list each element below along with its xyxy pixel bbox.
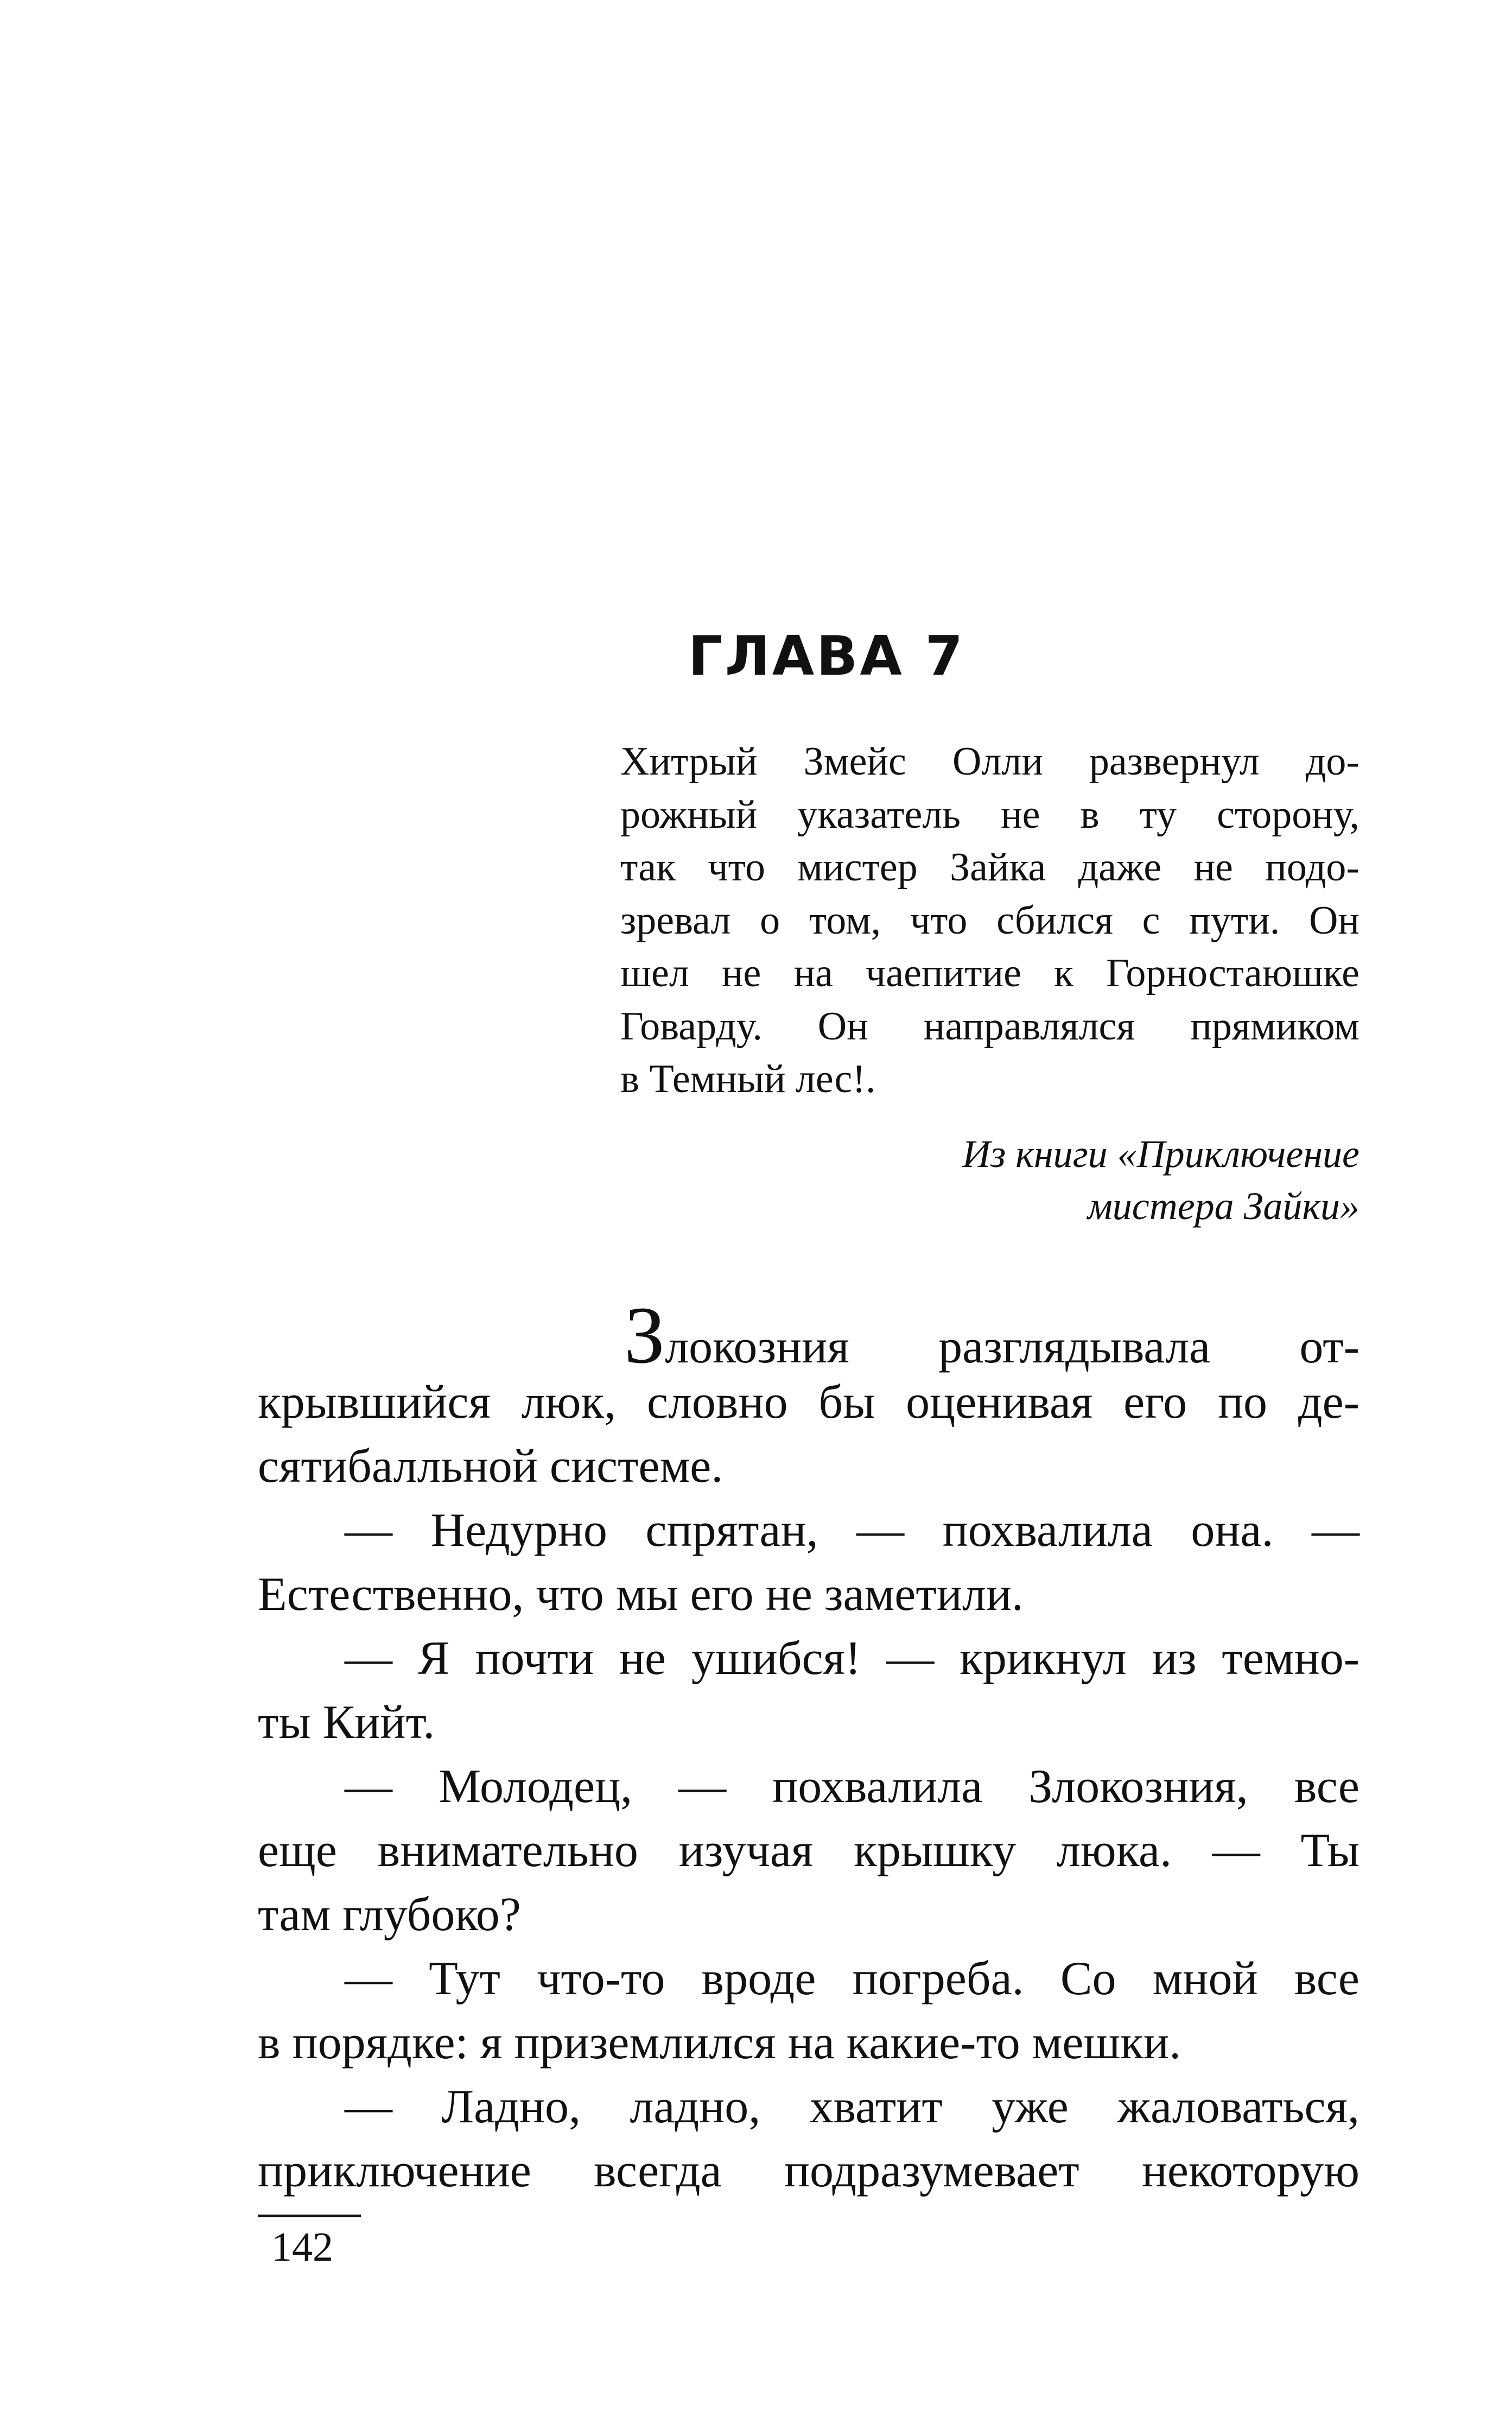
- body-line: ты Кийт.: [258, 1696, 435, 1749]
- body-line: — Я почти не ушибся! — крикнул из темно-: [345, 1632, 1359, 1685]
- epigraph: [620, 735, 1359, 1232]
- epigraph-line: Говарду. Он направлялся прямиком: [620, 1004, 1359, 1049]
- body-first-line-text: локозния разглядывала от-: [665, 1321, 1359, 1373]
- body-first-line: [258, 1290, 1359, 1380]
- epigraph-line: зревал о том, что сбился с пути. Он: [620, 898, 1359, 943]
- body-line: еще внимательно изучая крышку люка. — Ты: [258, 1824, 1359, 1877]
- epigraph-line: Хитрый Змейс Олли развернул до-: [620, 739, 1359, 784]
- body-line: сятибалльной системе.: [258, 1440, 723, 1493]
- body-line: — Ладно, ладно, хватит уже жаловаться,: [345, 2081, 1359, 2133]
- epigraph-line: шел не на чаепитие к Горностаюшке: [620, 951, 1359, 995]
- page-number: 142: [271, 2224, 333, 2270]
- body-line: там глубоко?: [258, 1888, 521, 1941]
- body-line: — Молодец, — похвалила Злокозния, все: [345, 1760, 1359, 1813]
- body-line: крывшийся люк, словно бы оценивая его по де-: [258, 1376, 1359, 1429]
- epigraph-line: рожный указатель не в ту сторону,: [620, 792, 1359, 837]
- epigraph-line: в Темный лес!.: [620, 1057, 876, 1101]
- body-line: Естественно, что мы его не заметили.: [258, 1568, 1024, 1621]
- epigraph-source-line: мистера Зайки»: [1087, 1184, 1359, 1228]
- epigraph-source-line: Из книги «Приключение: [962, 1132, 1359, 1176]
- epigraph-source: [620, 1128, 1359, 1232]
- body-line: — Тут что-то вроде погреба. Со мной все: [345, 1952, 1359, 2005]
- footer-rule: [258, 2215, 361, 2217]
- body-line: приключение всегда подразумевает некоторую: [258, 2145, 1359, 2197]
- body-text: [258, 1290, 1359, 2203]
- epigraph-line: так что мистер Зайка даже не подо-: [620, 845, 1359, 890]
- body-line: — Недурно спрятан, — похвалила она. —: [345, 1504, 1359, 1557]
- drop-cap: З: [624, 1290, 665, 1380]
- body-line: в порядке: я приземлился на какие-то мешки.: [258, 2016, 1181, 2069]
- chapter-title: ГЛАВА 7: [688, 624, 965, 688]
